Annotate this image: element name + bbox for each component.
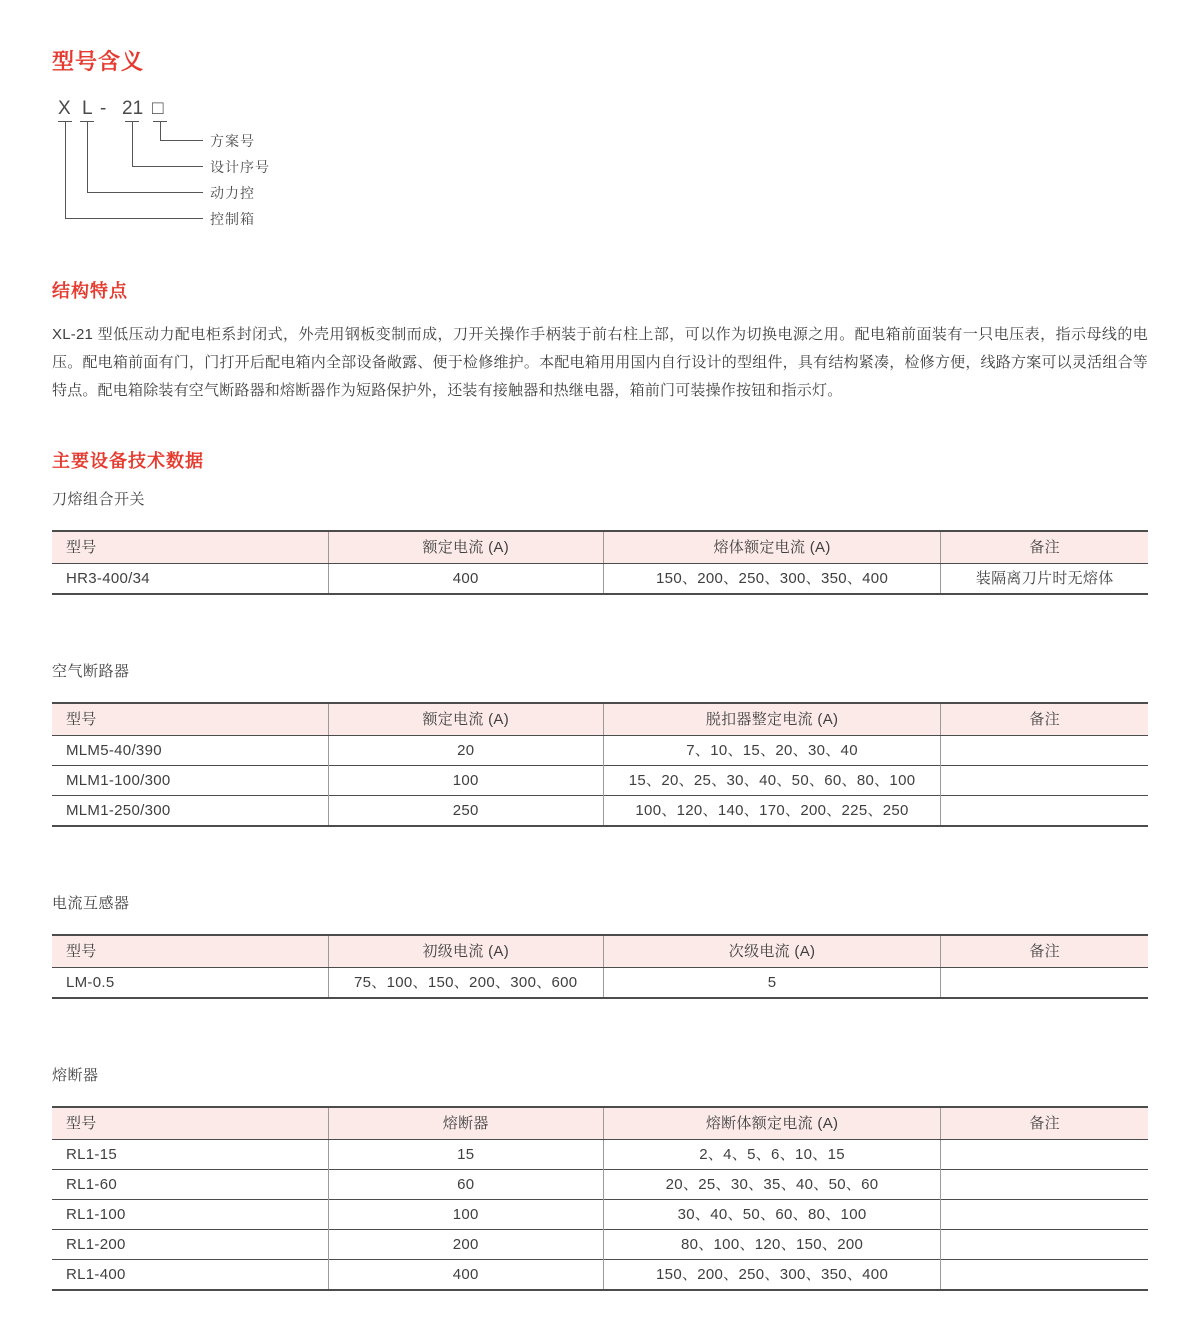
value-cell: 250 (328, 796, 603, 827)
diagram-label-power-control: 动力控 (210, 185, 255, 201)
value-cell: 100、120、140、170、200、225、250 (603, 796, 941, 827)
table-row (52, 1230, 1148, 1260)
equipment-table-block (52, 489, 1148, 595)
spec-table (52, 702, 1148, 827)
column-header: 脱扣器整定电流 (A) (603, 703, 941, 736)
value-cell: 30、40、50、60、80、100 (603, 1200, 941, 1230)
structure-features-paragraph: XL-21 型低压动力配电柜系封闭式，外壳用钢板变制而成，刀开关操作手柄装于前右柱上部，可以作为切换电源之用。配电箱前面装有一只电压表，指示母线的电压。配电箱前面有门，门打开后配电箱内全部设备敞露、便于检修维护。本配电箱用用国内自行设计的型组件，具有结构紧凑，检修方便，线路方案可以灵活组合等特点。配电箱除装有空气断路器和熔断器作为短路保护外，还装有接触器和热继电器，箱前门可装操作按钮和指示灯。 (52, 326, 1148, 399)
column-header: 次级电流 (A) (603, 935, 941, 968)
spec-table (52, 934, 1148, 999)
model-cell: RL1-400 (52, 1260, 328, 1291)
equipment-table-block (52, 893, 1148, 999)
model-char-21: 21 (122, 98, 144, 119)
value-cell: 20 (328, 736, 603, 766)
column-header: 熔体额定电流 (A) (603, 531, 941, 564)
table-row (52, 796, 1148, 827)
model-cell: RL1-100 (52, 1200, 328, 1230)
value-cell: 5 (603, 968, 941, 999)
value-cell: 100 (328, 1200, 603, 1230)
equipment-table-block (52, 661, 1148, 827)
spec-table (52, 530, 1148, 595)
model-char-l: L (82, 98, 93, 119)
value-cell (941, 1260, 1148, 1291)
value-cell: 80、100、120、150、200 (603, 1230, 941, 1260)
model-cell: RL1-60 (52, 1170, 328, 1200)
column-header: 初级电流 (A) (328, 935, 603, 968)
model-cell: MLM1-100/300 (52, 766, 328, 796)
column-header: 备注 (941, 703, 1148, 736)
value-cell: 60 (328, 1170, 603, 1200)
model-char-x: X (58, 98, 71, 119)
column-header: 备注 (941, 1107, 1148, 1140)
column-header: 型号 (52, 531, 328, 564)
value-cell: 75、100、150、200、300、600 (328, 968, 603, 999)
model-cell: MLM5-40/390 (52, 736, 328, 766)
column-header: 备注 (941, 935, 1148, 968)
value-cell (941, 766, 1148, 796)
value-cell (941, 796, 1148, 827)
diagram-label-control-box: 控制箱 (210, 211, 255, 227)
table-row (52, 1140, 1148, 1170)
table-row (52, 1260, 1148, 1291)
model-cell: RL1-200 (52, 1230, 328, 1260)
table-caption: 熔断器 (52, 1067, 99, 1084)
model-char-dash: - (100, 98, 107, 119)
section-title-structure-features: 结构特点 (52, 281, 128, 301)
value-cell (941, 1230, 1148, 1260)
spec-table (52, 1106, 1148, 1291)
table-header-row (52, 935, 1148, 968)
value-cell (941, 1200, 1148, 1230)
value-cell (941, 736, 1148, 766)
column-header: 备注 (941, 531, 1148, 564)
value-cell: 15 (328, 1140, 603, 1170)
column-header: 额定电流 (A) (328, 531, 603, 564)
value-cell (941, 968, 1148, 999)
table-header-row (52, 1107, 1148, 1140)
column-header: 熔断体额定电流 (A) (603, 1107, 941, 1140)
table-row (52, 1170, 1148, 1200)
table-row (52, 1200, 1148, 1230)
table-caption: 电流互感器 (52, 895, 130, 912)
table-row (52, 766, 1148, 796)
value-cell: 100 (328, 766, 603, 796)
model-cell: HR3-400/34 (52, 564, 328, 595)
section-title-model-meaning: 型号含义 (52, 49, 145, 74)
value-cell: 400 (328, 564, 603, 595)
value-cell: 20、25、30、35、40、50、60 (603, 1170, 941, 1200)
table-header-row (52, 531, 1148, 564)
column-header: 额定电流 (A) (328, 703, 603, 736)
value-cell (941, 1140, 1148, 1170)
equipment-table-block (52, 1065, 1148, 1291)
table-row (52, 564, 1148, 595)
model-char-square: □ (152, 98, 164, 119)
value-cell: 150、200、250、300、350、400 (603, 564, 941, 595)
model-cell: LM-0.5 (52, 968, 328, 999)
value-cell: 150、200、250、300、350、400 (603, 1260, 941, 1291)
model-code-diagram (52, 98, 1148, 233)
column-header: 型号 (52, 703, 328, 736)
diagram-label-scheme-number: 方案号 (210, 133, 255, 149)
table-caption: 空气断路器 (52, 663, 130, 680)
equipment-tables-container (52, 489, 1148, 1291)
model-cell: RL1-15 (52, 1140, 328, 1170)
table-header-row (52, 703, 1148, 736)
column-header: 型号 (52, 1107, 328, 1140)
value-cell: 15、20、25、30、40、50、60、80、100 (603, 766, 941, 796)
model-cell: MLM1-250/300 (52, 796, 328, 827)
table-caption: 刀熔组合开关 (52, 491, 146, 508)
value-cell (941, 1170, 1148, 1200)
value-cell: 2、4、5、6、10、15 (603, 1140, 941, 1170)
table-row (52, 736, 1148, 766)
column-header: 型号 (52, 935, 328, 968)
column-header: 熔断器 (328, 1107, 603, 1140)
diagram-label-design-serial: 设计序号 (210, 159, 270, 175)
value-cell: 装隔离刀片时无熔体 (941, 564, 1148, 595)
value-cell: 200 (328, 1230, 603, 1260)
value-cell: 7、10、15、20、30、40 (603, 736, 941, 766)
value-cell: 400 (328, 1260, 603, 1291)
leader-line-cabinet (65, 122, 203, 219)
section-title-technical-data: 主要设备技术数据 (52, 451, 204, 471)
table-row (52, 968, 1148, 999)
